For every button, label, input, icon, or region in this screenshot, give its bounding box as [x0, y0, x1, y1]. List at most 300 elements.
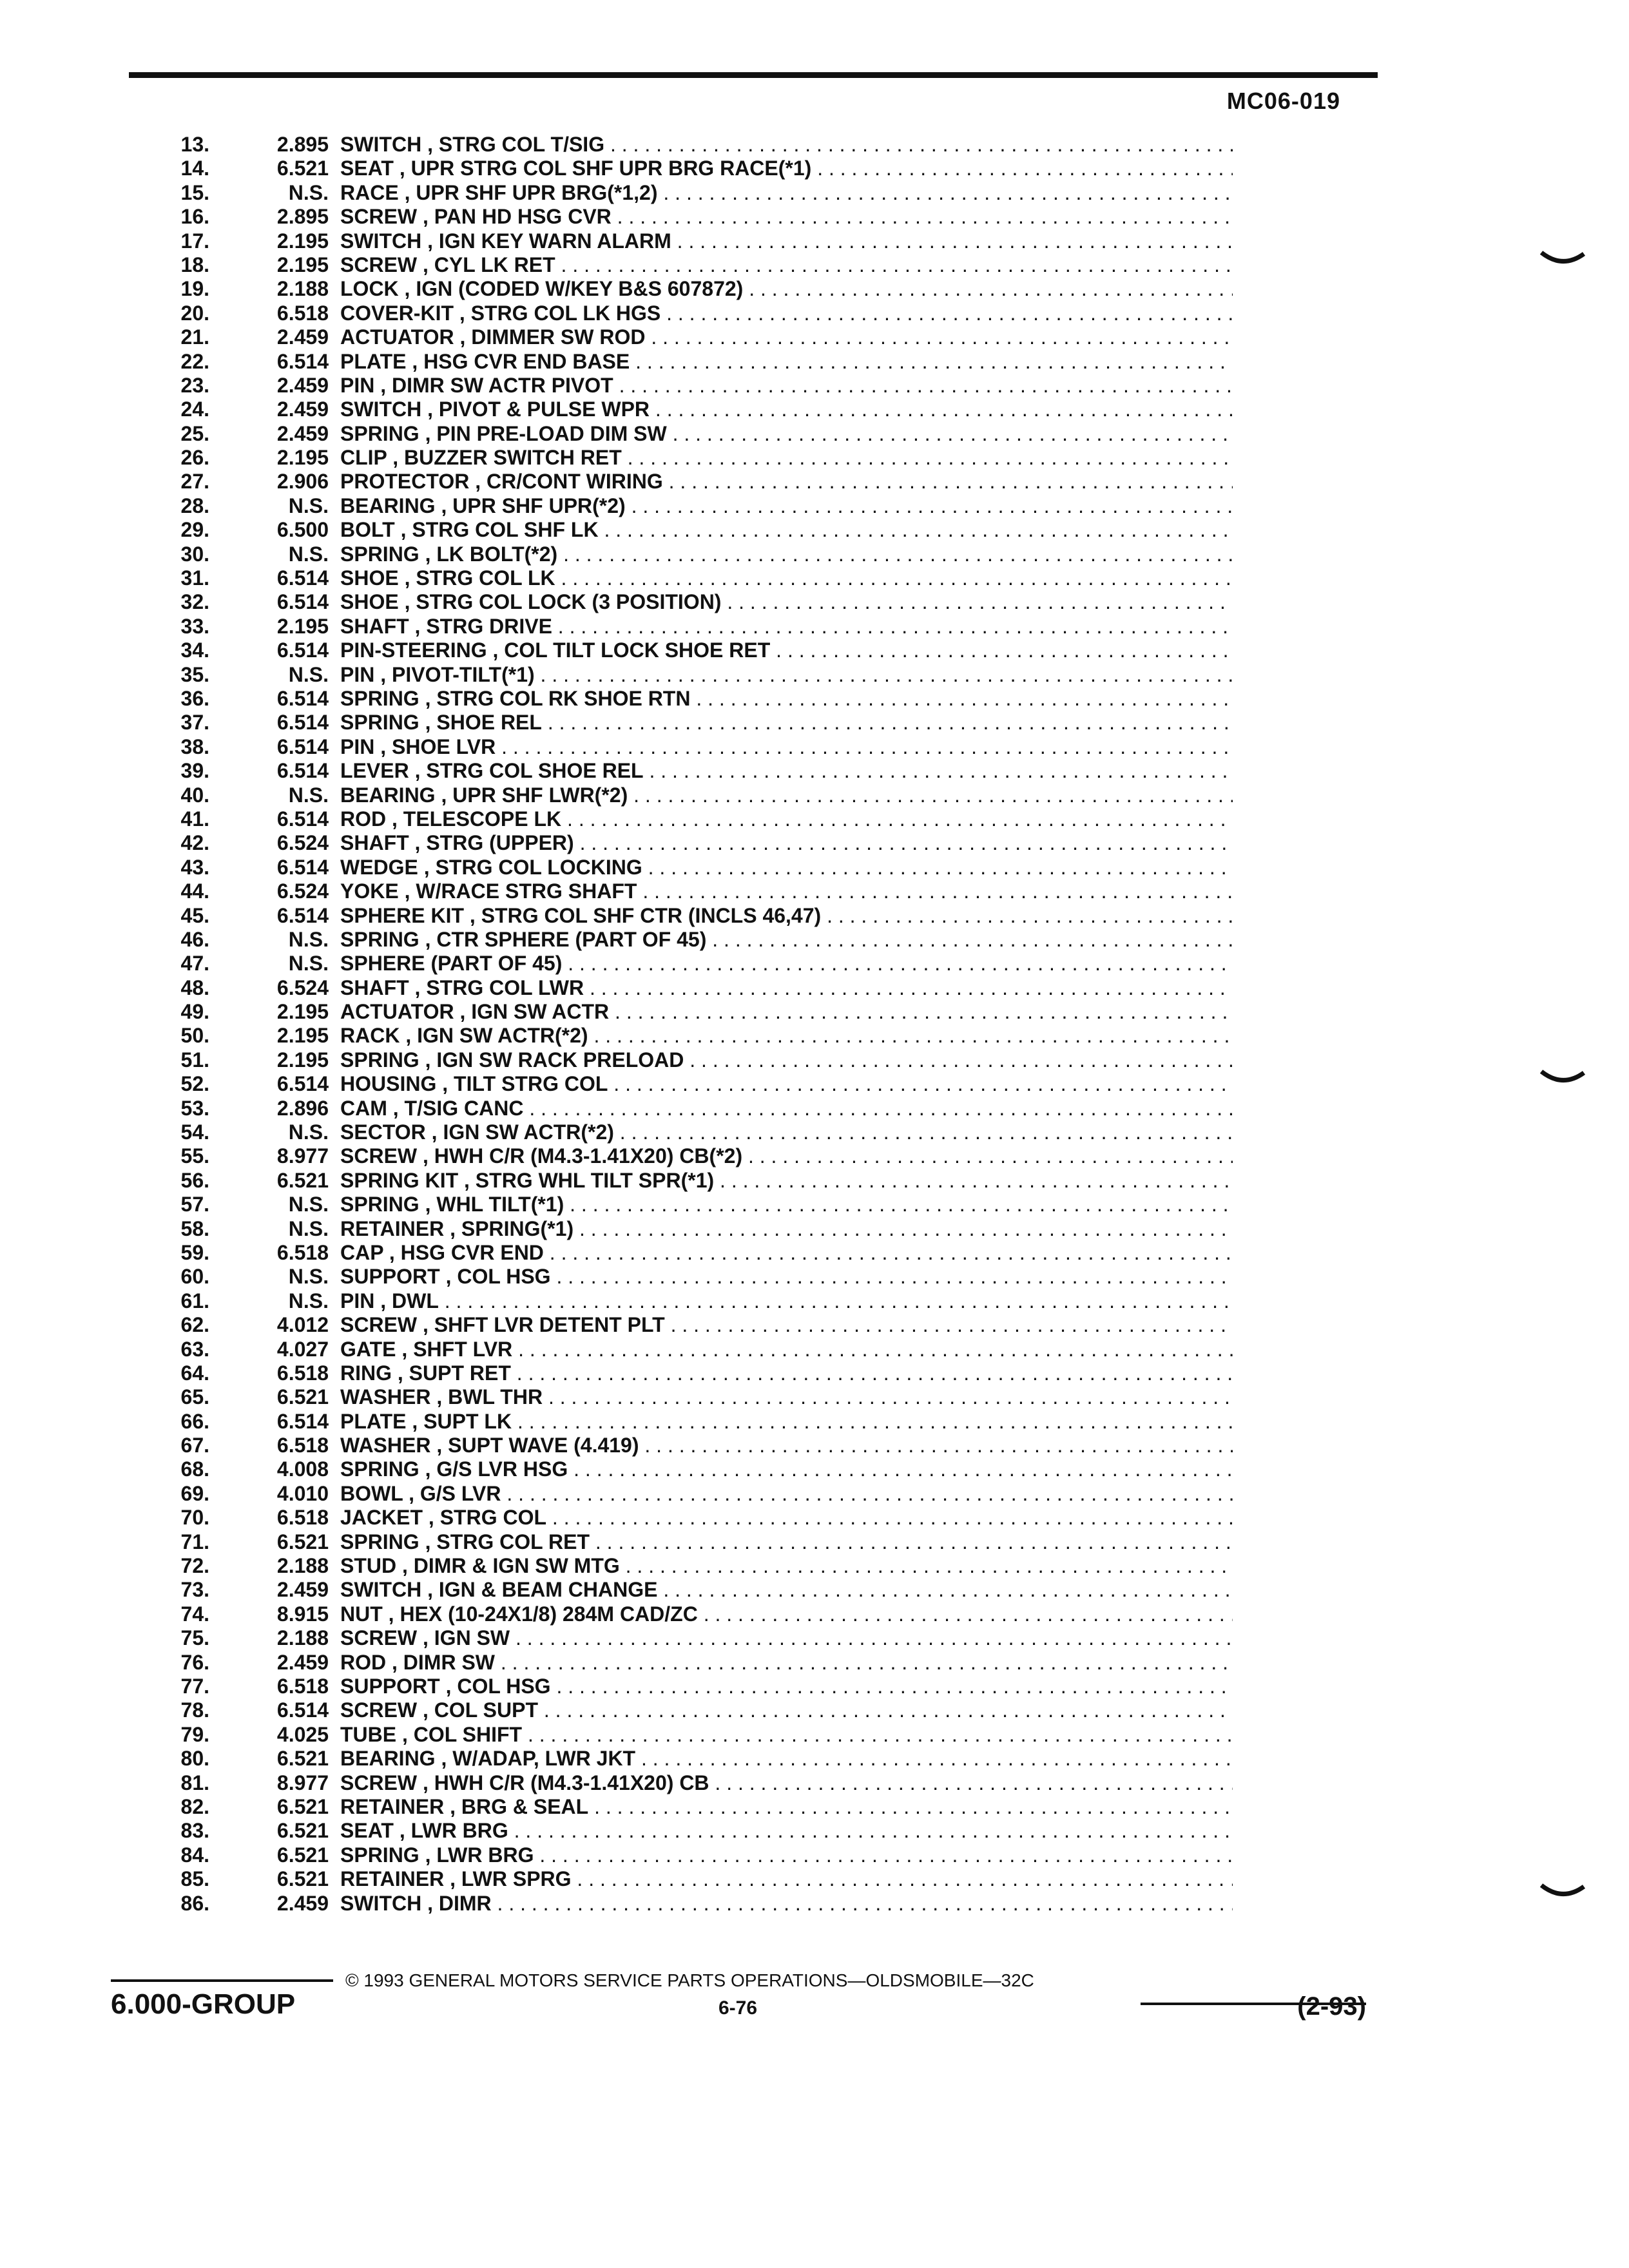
list-item — [0, 374, 1629, 398]
item-number: 84. — [180, 1843, 209, 1867]
item-description: BOLT , STRG COL SHF LK . . . — [340, 518, 1233, 542]
item-number: 62. — [180, 1313, 209, 1337]
item-number: 22. — [180, 349, 209, 373]
item-description: SPRING , LWR BRG . . . — [340, 1843, 1233, 1867]
copyright-text: © 1993 GENERAL MOTORS SERVICE PARTS OPERATIONS—OLDSMOBILE—32C — [345, 1970, 1034, 1990]
item-number: 64. — [180, 1361, 209, 1385]
group-number: N.S. — [288, 662, 329, 686]
item-number: 24. — [180, 398, 209, 421]
group-number: N.S. — [288, 1193, 329, 1216]
list-item — [0, 1578, 1629, 1602]
item-number: 52. — [180, 1072, 209, 1096]
item-number: 49. — [180, 1000, 209, 1024]
page-number: 6-76 — [718, 1997, 758, 2019]
item-description: ROD , TELESCOPE LK . . . — [340, 807, 1233, 831]
group-number: 4.027 — [276, 1337, 329, 1361]
group-number: 6.514 — [276, 590, 329, 614]
list-item — [0, 1482, 1629, 1506]
item-number: 30. — [180, 542, 209, 566]
list-item — [0, 205, 1629, 229]
group-number: N.S. — [288, 542, 329, 566]
item-description: SCREW , COL SUPT . . . — [340, 1698, 1233, 1722]
item-number: 47. — [180, 952, 209, 975]
item-number: 83. — [180, 1819, 209, 1843]
item-number: 44. — [180, 879, 209, 903]
list-item — [0, 1434, 1629, 1457]
group-number: 4.012 — [276, 1313, 329, 1337]
group-number: 6.524 — [276, 879, 329, 903]
item-number: 17. — [180, 229, 209, 253]
group-number: N.S. — [288, 494, 329, 517]
list-item — [0, 1867, 1629, 1891]
item-description: SPRING , SHOE REL . . . — [340, 711, 1233, 735]
item-description: SPRING , WHL TILT(*1) . . . — [340, 1193, 1233, 1216]
item-description: ROD , DIMR SW . . . — [340, 1651, 1233, 1675]
list-item — [0, 1169, 1629, 1193]
item-number: 74. — [180, 1602, 209, 1626]
list-item — [0, 350, 1629, 374]
group-number: 2.195 — [276, 1000, 329, 1024]
group-number: 2.459 — [276, 398, 329, 421]
list-item — [0, 253, 1629, 277]
item-description: YOKE , W/RACE STRG SHAFT . . . — [340, 879, 1233, 903]
item-number: 66. — [180, 1409, 209, 1433]
list-item — [0, 807, 1629, 831]
group-number: 2.895 — [276, 133, 329, 156]
item-description: PLATE , HSG CVR END BASE . . . — [340, 350, 1233, 374]
item-description: SPRING , STRG COL RK SHOE RTN . . . — [340, 687, 1233, 711]
item-number: 51. — [180, 1048, 209, 1072]
group-number: 2.906 — [276, 470, 329, 494]
list-item — [0, 1771, 1629, 1795]
item-number: 54. — [180, 1120, 209, 1144]
item-description: SCREW , SHFT LVR DETENT PLT . . . — [340, 1313, 1233, 1337]
group-number: 6.500 — [276, 518, 329, 542]
item-description: WASHER , SUPT WAVE (4.419) . . . — [340, 1434, 1233, 1457]
group-number: 8.977 — [276, 1144, 329, 1168]
list-item — [0, 615, 1629, 639]
group-number: N.S. — [288, 783, 329, 807]
list-item — [0, 1602, 1629, 1626]
list-item — [0, 904, 1629, 928]
item-description: ACTUATOR , IGN SW ACTR . . . — [340, 1000, 1233, 1024]
list-item — [0, 663, 1629, 687]
list-item — [0, 1385, 1629, 1409]
item-number: 35. — [180, 662, 209, 686]
list-item — [0, 831, 1629, 855]
group-number: N.S. — [288, 952, 329, 975]
item-description: GATE , SHFT LVR . . . — [340, 1338, 1233, 1361]
list-item — [0, 1024, 1629, 1048]
list-item — [0, 518, 1629, 542]
item-description: SCREW , HWH C/R (M4.3-1.41X20) CB(*2) . . . — [340, 1144, 1233, 1168]
list-item — [0, 1048, 1629, 1072]
list-item — [0, 229, 1629, 253]
item-number: 80. — [180, 1747, 209, 1771]
item-number: 42. — [180, 831, 209, 855]
group-number: 2.459 — [276, 1578, 329, 1602]
item-description: RETAINER , SPRING(*1) . . . — [340, 1217, 1233, 1241]
list-item — [0, 325, 1629, 349]
item-description: RETAINER , LWR SPRG . . . — [340, 1867, 1233, 1891]
item-number: 78. — [180, 1698, 209, 1722]
list-item — [0, 1097, 1629, 1120]
group-number: 6.514 — [276, 903, 329, 927]
list-item — [0, 711, 1629, 735]
group-number: 6.514 — [276, 1072, 329, 1096]
group-number: 6.518 — [276, 1240, 329, 1264]
item-description: SPRING , CTR SPHERE (PART OF 45) . . . — [340, 928, 1233, 952]
item-description: SCREW , CYL LK RET . . . — [340, 253, 1233, 277]
list-item — [0, 952, 1629, 975]
list-item — [0, 1675, 1629, 1698]
list-item — [0, 566, 1629, 590]
item-description: JACKET , STRG COL . . . — [340, 1506, 1233, 1530]
item-description: BEARING , W/ADAP, LWR JKT . . . — [340, 1747, 1233, 1771]
group-number: 6.518 — [276, 1675, 329, 1698]
item-description: SWITCH , IGN KEY WARN ALARM . . . — [340, 229, 1233, 253]
item-description: BEARING , UPR SHF LWR(*2) . . . — [340, 783, 1233, 807]
list-item — [0, 1506, 1629, 1530]
item-number: 70. — [180, 1506, 209, 1530]
group-number: N.S. — [288, 1120, 329, 1144]
group-number: 6.514 — [276, 807, 329, 831]
item-description: TUBE , COL SHIFT . . . — [340, 1723, 1233, 1747]
list-item — [0, 181, 1629, 205]
group-number: 6.514 — [276, 735, 329, 758]
group-number: 6.524 — [276, 831, 329, 855]
item-description: BEARING , UPR SHF UPR(*2) . . . — [340, 494, 1233, 518]
group-number: 2.459 — [276, 373, 329, 397]
list-item — [0, 1626, 1629, 1650]
item-number: 40. — [180, 783, 209, 807]
group-number: 2.195 — [276, 253, 329, 276]
group-number: 2.195 — [276, 614, 329, 638]
item-number: 65. — [180, 1385, 209, 1409]
list-item — [0, 133, 1629, 157]
item-number: 34. — [180, 639, 209, 662]
item-number: 16. — [180, 205, 209, 229]
list-item — [0, 1120, 1629, 1144]
item-number: 81. — [180, 1771, 209, 1794]
item-description: RACE , UPR SHF UPR BRG(*1,2) . . . — [340, 181, 1233, 205]
catalog-code: MC06-019 — [1226, 88, 1340, 114]
item-number: 57. — [180, 1193, 209, 1216]
list-item — [0, 1241, 1629, 1265]
group-number: 6.521 — [276, 1867, 329, 1891]
list-item — [0, 1651, 1629, 1675]
list-item — [0, 470, 1629, 494]
item-description: SPRING , PIN PRE-LOAD DIM SW . . . — [340, 422, 1233, 446]
item-number: 39. — [180, 759, 209, 783]
group-number: 6.521 — [276, 1530, 329, 1553]
item-number: 19. — [180, 277, 209, 301]
item-number: 56. — [180, 1168, 209, 1192]
list-item — [0, 1698, 1629, 1722]
list-item — [0, 1072, 1629, 1096]
group-number: 4.008 — [276, 1457, 329, 1481]
group-number: 2.195 — [276, 1024, 329, 1048]
item-description: SPHERE (PART OF 45) . . . — [340, 952, 1233, 975]
item-number: 32. — [180, 590, 209, 614]
item-description: BOWL , G/S LVR . . . — [340, 1482, 1233, 1506]
item-description: SPHERE KIT , STRG COL SHF CTR (INCLS 46,47) . . . — [340, 904, 1233, 928]
item-number: 37. — [180, 711, 209, 735]
group-number: 6.518 — [276, 1506, 329, 1530]
list-item — [0, 1892, 1629, 1916]
item-description: SWITCH , DIMR . . . — [340, 1892, 1233, 1916]
group-number: 6.514 — [276, 855, 329, 879]
item-description: SCREW , PAN HD HSG CVR . . . — [340, 205, 1233, 229]
list-item — [0, 976, 1629, 1000]
item-number: 20. — [180, 301, 209, 325]
group-number: 6.521 — [276, 157, 329, 180]
list-item — [0, 1000, 1629, 1024]
item-description: SHOE , STRG COL LOCK (3 POSITION) . . . — [340, 590, 1233, 614]
item-description: RACK , IGN SW ACTR(*2) . . . — [340, 1024, 1233, 1048]
group-number: 2.188 — [276, 1626, 329, 1650]
item-number: 25. — [180, 421, 209, 445]
list-item — [0, 1843, 1629, 1867]
item-number: 43. — [180, 855, 209, 879]
list-item — [0, 446, 1629, 470]
item-number: 26. — [180, 446, 209, 470]
list-item — [0, 422, 1629, 446]
list-item — [0, 590, 1629, 614]
item-description: PIN , SHOE LVR . . . — [340, 735, 1233, 759]
group-number: 8.915 — [276, 1602, 329, 1626]
item-description: STUD , DIMR & IGN SW MTG . . . — [340, 1554, 1233, 1578]
item-number: 58. — [180, 1216, 209, 1240]
item-description: COVER-KIT , STRG COL LK HGS . . . — [340, 302, 1233, 325]
item-description: WASHER , BWL THR . . . — [340, 1385, 1233, 1409]
item-description: SHAFT , STRG (UPPER) . . . — [340, 831, 1233, 855]
item-description: NUT , HEX (10-24X1/8) 284M CAD/ZC . . . — [340, 1602, 1233, 1626]
list-item — [0, 1554, 1629, 1578]
item-number: 55. — [180, 1144, 209, 1168]
group-number: 6.518 — [276, 1434, 329, 1457]
list-item — [0, 879, 1629, 903]
item-description: SPRING , G/S LVR HSG . . . — [340, 1457, 1233, 1481]
group-number: 2.188 — [276, 1554, 329, 1578]
item-description: SUPPORT , COL HSG . . . — [340, 1675, 1233, 1698]
date-code: (2-93) — [1297, 1992, 1366, 2021]
item-description: CLIP , BUZZER SWITCH RET . . . — [340, 446, 1233, 470]
item-description: RING , SUPT RET . . . — [340, 1361, 1233, 1385]
list-item — [0, 1265, 1629, 1289]
group-number: 2.459 — [276, 1891, 329, 1915]
group-number: 6.521 — [276, 1819, 329, 1843]
item-number: 53. — [180, 1096, 209, 1120]
item-description: SEAT , UPR STRG COL SHF UPR BRG RACE(*1) . . . — [340, 157, 1233, 180]
item-description: SEAT , LWR BRG . . . — [340, 1819, 1233, 1843]
item-number: 86. — [180, 1891, 209, 1915]
item-description: SCREW , IGN SW . . . — [340, 1626, 1233, 1650]
item-number: 61. — [180, 1289, 209, 1312]
list-item — [0, 1530, 1629, 1554]
group-number: 6.514 — [276, 1698, 329, 1722]
item-number: 59. — [180, 1240, 209, 1264]
group-number: 2.896 — [276, 1096, 329, 1120]
item-number: 27. — [180, 470, 209, 494]
group-number: 2.195 — [276, 1048, 329, 1072]
group-number: 6.521 — [276, 1843, 329, 1867]
item-number: 38. — [180, 735, 209, 758]
group-number: 6.521 — [276, 1794, 329, 1818]
item-number: 33. — [180, 614, 209, 638]
item-number: 68. — [180, 1457, 209, 1481]
group-number: 6.514 — [276, 759, 329, 783]
list-item — [0, 687, 1629, 711]
item-number: 69. — [180, 1481, 209, 1505]
item-number: 45. — [180, 903, 209, 927]
margin-mark — [1540, 1880, 1585, 1906]
item-number: 60. — [180, 1265, 209, 1289]
item-description: WEDGE , STRG COL LOCKING . . . — [340, 856, 1233, 879]
list-item — [0, 543, 1629, 566]
group-number: N.S. — [288, 1265, 329, 1289]
list-item — [0, 1723, 1629, 1747]
item-number: 29. — [180, 518, 209, 542]
item-number: 36. — [180, 686, 209, 710]
item-number: 76. — [180, 1650, 209, 1674]
margin-mark — [1540, 247, 1585, 273]
list-item — [0, 759, 1629, 783]
item-description: SWITCH , PIVOT & PULSE WPR . . . — [340, 398, 1233, 421]
list-item — [0, 157, 1629, 180]
item-description: SHAFT , STRG COL LWR . . . — [340, 976, 1233, 1000]
item-description: PROTECTOR , CR/CONT WIRING . . . — [340, 470, 1233, 494]
item-description: SECTOR , IGN SW ACTR(*2) . . . — [340, 1120, 1233, 1144]
item-number: 85. — [180, 1867, 209, 1891]
footer-rule-left — [111, 1979, 333, 1982]
group-number: 6.514 — [276, 711, 329, 735]
item-number: 31. — [180, 566, 209, 590]
group-number: 6.514 — [276, 639, 329, 662]
group-number: 6.514 — [276, 349, 329, 373]
item-number: 67. — [180, 1434, 209, 1457]
list-item — [0, 494, 1629, 518]
group-number: 2.195 — [276, 229, 329, 253]
list-item — [0, 1217, 1629, 1241]
list-item — [0, 928, 1629, 952]
group-number: 6.521 — [276, 1747, 329, 1771]
group-number: 2.459 — [276, 1650, 329, 1674]
list-item — [0, 302, 1629, 325]
list-item — [0, 1361, 1629, 1385]
item-description: SPRING KIT , STRG WHL TILT SPR(*1) . . . — [340, 1169, 1233, 1193]
item-number: 48. — [180, 975, 209, 999]
list-item — [0, 398, 1629, 421]
group-number: 6.518 — [276, 1361, 329, 1385]
item-number: 75. — [180, 1626, 209, 1650]
item-description: SHAFT , STRG DRIVE . . . — [340, 615, 1233, 639]
group-number: 6.514 — [276, 686, 329, 710]
item-description: SWITCH , IGN & BEAM CHANGE . . . — [340, 1578, 1233, 1602]
group-number: 6.524 — [276, 975, 329, 999]
list-item — [0, 1819, 1629, 1843]
list-item — [0, 1747, 1629, 1771]
item-description: PIN-STEERING , COL TILT LOCK SHOE RET . . . — [340, 639, 1233, 662]
item-number: 21. — [180, 325, 209, 349]
item-number: 71. — [180, 1530, 209, 1553]
item-description: PIN , PIVOT-TILT(*1) . . . — [340, 663, 1233, 687]
item-number: 13. — [180, 133, 209, 156]
item-number: 50. — [180, 1024, 209, 1048]
item-number: 46. — [180, 927, 209, 951]
item-number: 41. — [180, 807, 209, 831]
item-description: SWITCH , STRG COL T/SIG . . . — [340, 133, 1233, 157]
item-description: RETAINER , BRG & SEAL . . . — [340, 1795, 1233, 1819]
list-item — [0, 1193, 1629, 1216]
item-number: 14. — [180, 157, 209, 180]
item-description: CAP , HSG CVR END . . . — [340, 1241, 1233, 1265]
group-number: N.S. — [288, 180, 329, 204]
group-number: 2.188 — [276, 277, 329, 301]
item-description: LOCK , IGN (CODED W/KEY B&S 607872) . . . — [340, 277, 1233, 301]
item-number: 72. — [180, 1554, 209, 1578]
list-item — [0, 1795, 1629, 1819]
group-number: 4.010 — [276, 1481, 329, 1505]
item-number: 15. — [180, 180, 209, 204]
item-description: SPRING , LK BOLT(*2) . . . — [340, 543, 1233, 566]
item-number: 28. — [180, 494, 209, 517]
item-description: LEVER , STRG COL SHOE REL . . . — [340, 759, 1233, 783]
list-item — [0, 277, 1629, 301]
group-number: 2.195 — [276, 446, 329, 470]
group-number: 2.459 — [276, 421, 329, 445]
list-item — [0, 1457, 1629, 1481]
group-number: 8.977 — [276, 1771, 329, 1794]
item-description: SPRING , STRG COL RET . . . — [340, 1530, 1233, 1554]
list-item — [0, 639, 1629, 662]
item-number: 18. — [180, 253, 209, 276]
group-number: 6.521 — [276, 1168, 329, 1192]
item-description: PLATE , SUPT LK . . . — [340, 1410, 1233, 1434]
item-number: 77. — [180, 1675, 209, 1698]
group-number: 2.459 — [276, 325, 329, 349]
item-number: 63. — [180, 1337, 209, 1361]
group-number: 2.895 — [276, 205, 329, 229]
group-number: 6.521 — [276, 1385, 329, 1409]
group-number: 6.514 — [276, 1409, 329, 1433]
group-label: 6.000-GROUP — [111, 1988, 296, 2020]
item-description: SCREW , HWH C/R (M4.3-1.41X20) CB . . . — [340, 1771, 1233, 1795]
list-item — [0, 735, 1629, 759]
list-item — [0, 783, 1629, 807]
item-description: PIN , DIMR SW ACTR PIVOT . . . — [340, 374, 1233, 398]
item-description: CAM , T/SIG CANC . . . — [340, 1097, 1233, 1120]
group-number: 6.518 — [276, 301, 329, 325]
list-item — [0, 1289, 1629, 1313]
item-number: 79. — [180, 1722, 209, 1746]
item-description: SPRING , IGN SW RACK PRELOAD . . . — [340, 1048, 1233, 1072]
item-number: 73. — [180, 1578, 209, 1602]
margin-mark — [1540, 1066, 1585, 1092]
top-rule — [129, 72, 1378, 78]
list-item — [0, 856, 1629, 879]
parts-list — [0, 133, 1629, 1916]
group-number: N.S. — [288, 1289, 329, 1312]
item-description: HOUSING , TILT STRG COL . . . — [340, 1072, 1233, 1096]
item-number: 82. — [180, 1794, 209, 1818]
group-number: 6.514 — [276, 566, 329, 590]
item-number: 23. — [180, 373, 209, 397]
list-item — [0, 1338, 1629, 1361]
list-item — [0, 1410, 1629, 1434]
item-description: SHOE , STRG COL LK . . . — [340, 566, 1233, 590]
group-number: 4.025 — [276, 1722, 329, 1746]
